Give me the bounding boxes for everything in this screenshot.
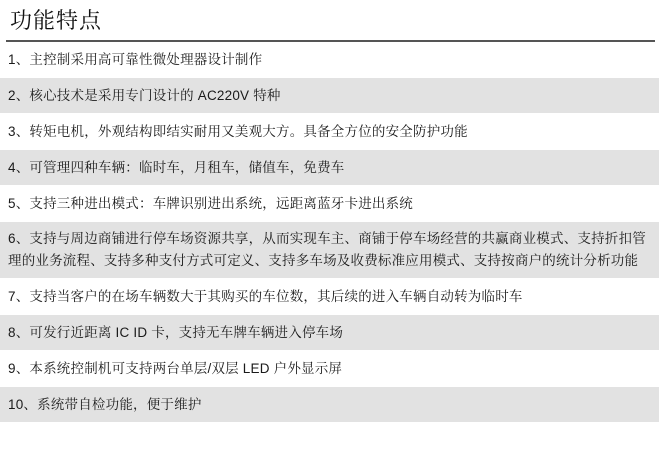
list-item: 3、转矩电机，外观结构即结实耐用又美观大方。具备全方位的安全防护功能 bbox=[0, 114, 659, 150]
list-item: 2、核心技术是采用专门设计的 AC220V 特种 bbox=[0, 78, 659, 114]
feature-list bbox=[0, 42, 659, 423]
list-item: 7、支持当客户的在场车辆数大于其购买的车位数，其后续的进入车辆自动转为临时车 bbox=[0, 279, 659, 315]
list-item: 9、本系统控制机可支持两台单层/双层 LED 户外显示屏 bbox=[0, 351, 659, 387]
page-title: 功能特点 bbox=[10, 8, 103, 33]
list-item: 6、支持与周边商铺进行停车场资源共享，从而实现车主、商铺于停车场经营的共赢商业模式、支持折扣管理的业务流程、支持多种支付方式可定义、支持多车场及收费标准应用模式、支持按商户的统计分析功能 bbox=[0, 222, 659, 279]
list-item: 5、支持三种进出模式：车牌识别进出系统，远距离蓝牙卡进出系统 bbox=[0, 186, 659, 222]
list-item: 4、可管理四种车辆：临时车，月租车，储值车，免费车 bbox=[0, 150, 659, 186]
list-item: 8、可发行近距离 IC ID 卡，支持无车牌车辆进入停车场 bbox=[0, 315, 659, 351]
list-item: 1、主控制采用高可靠性微处理器设计制作 bbox=[0, 42, 659, 78]
list-item: 10、系统带自检功能，便于维护 bbox=[0, 387, 659, 423]
